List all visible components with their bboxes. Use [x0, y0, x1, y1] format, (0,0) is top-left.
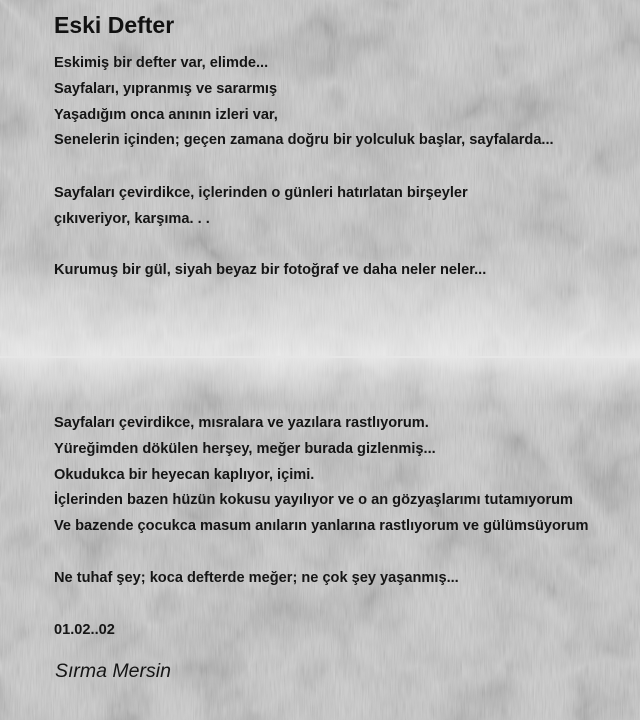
poem-date: 01.02..02 [54, 622, 115, 638]
stanza [54, 566, 459, 592]
stanza [54, 181, 468, 233]
poem-line: Sayfaları çevirdikce, içlerinden o günleri hatırlatan birşeyler [54, 185, 468, 201]
stanza [54, 51, 554, 154]
poem-line: Ne tuhaf şey; koca defterde meğer; ne çok şey yaşanmış... [54, 570, 459, 586]
poem-line: Ve bazende çocukca masum anıların yanlarına rastlıyorum ve gülümsüyorum [54, 518, 589, 535]
poem-title: Eski Defter [54, 12, 175, 38]
stanza [54, 411, 640, 540]
poem-line: Sayfaları çevirdikce, mısralara ve yazılara rastlıyorum. [54, 415, 429, 431]
poem-line: Okudukca bir heyecan kaplıyor, içimi. [54, 466, 315, 483]
poem-line: çıkıveriyor, karşıma. . . [54, 210, 210, 227]
poem-line: Yüreğimden dökülen herşey, meğer burada gizlenmiş... [54, 440, 436, 457]
poem-line: Kurumuş bir gül, siyah beyaz bir fotoğraf ve daha neler neler... [54, 262, 487, 278]
poem-line: İçlerinden bazen hüzün kokusu yayılıyor ve o an gözyaşlarımı tutamıyorum [54, 492, 574, 509]
poem-line: Eskimiş bir defter var, elimde... [54, 55, 269, 71]
poem-line: Senelerin içinden; geçen zamana doğru bir yolculuk başlar, sayfalarda... [54, 132, 554, 149]
poem-line: Sayfaları, yıpranmış ve sararmış [54, 80, 278, 97]
stanza [54, 618, 115, 644]
stanza [54, 258, 486, 284]
author-signature: Sırma Mersin [55, 660, 171, 682]
poem-line: Yaşadığım onca anının izleri var, [54, 106, 278, 123]
